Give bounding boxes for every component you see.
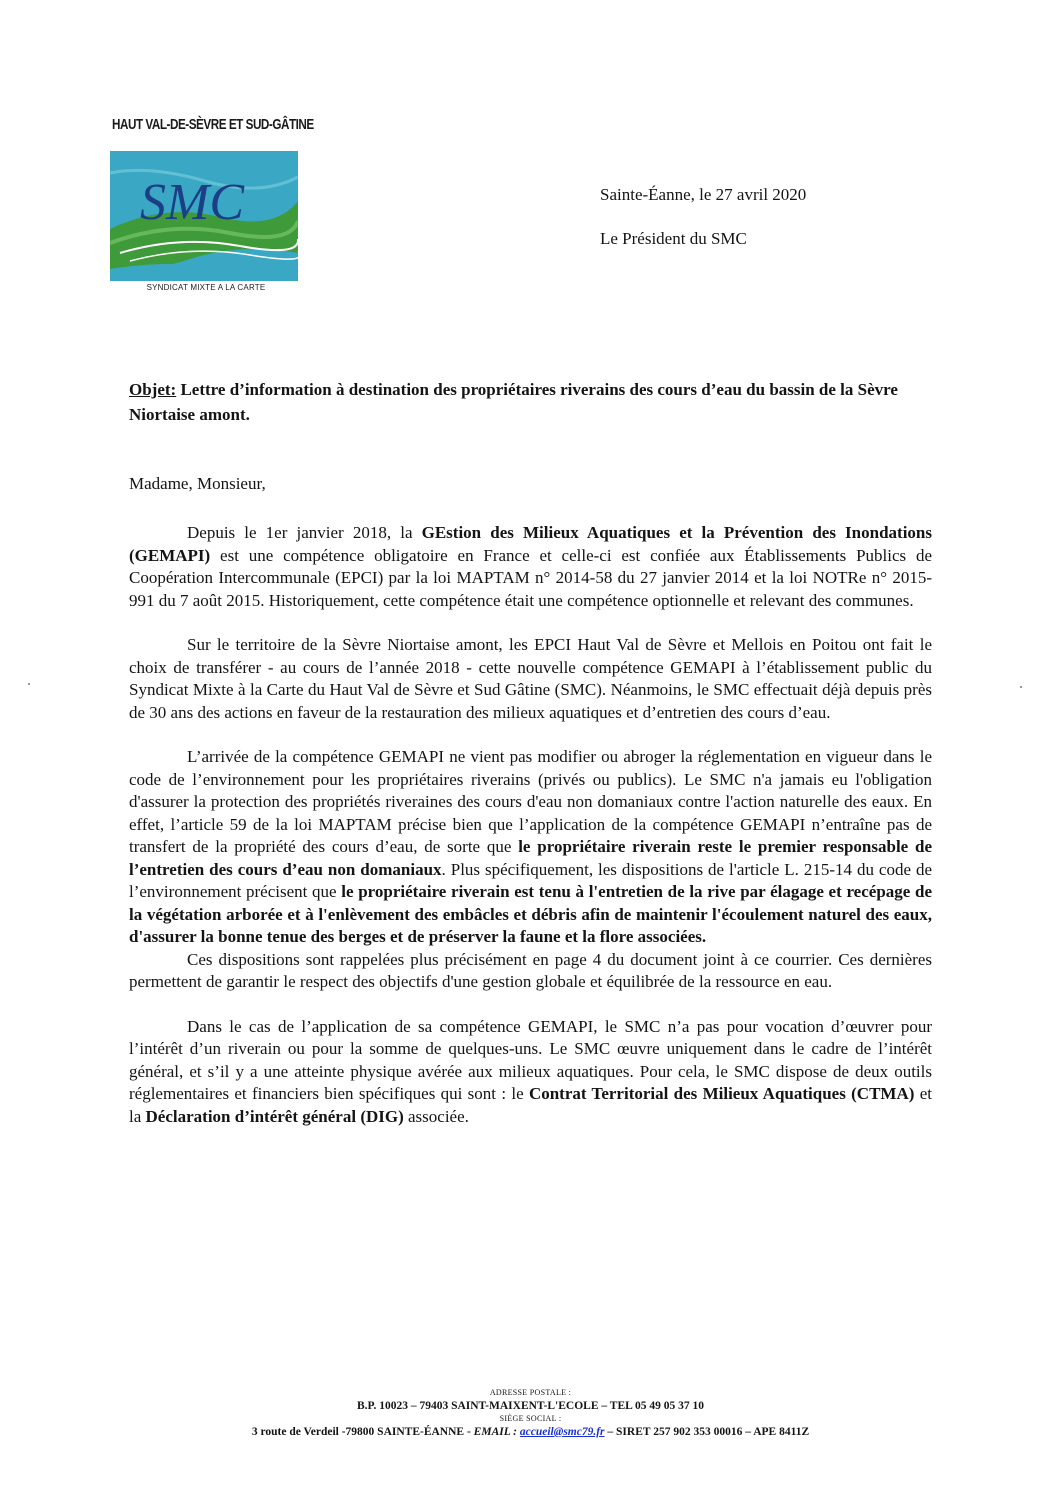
logo-tagline: SYNDICAT MIXTE A LA CARTE	[146, 283, 266, 292]
email-link[interactable]: accueil@smc79.fr	[519, 1426, 605, 1438]
logo-text: SMC	[140, 174, 244, 231]
head-office-line	[129, 1424, 932, 1440]
email-label: EMAIL :	[473, 1426, 518, 1438]
p1-bold-1: GEstion des Milieux Aquatiques et la Prévention des Inondations (GEMAPI)	[129, 523, 932, 565]
p5-bold-ctma: Contrat Territorial des Milieux Aquatiques (CTMA)	[528, 1084, 915, 1103]
letter-body	[129, 522, 932, 1128]
paragraph-territory: Sur le territoire de la Sèvre Niortaise amont, les EPCI Haut Val de Sèvre et Mellois en Poitou ont fait le choix de transférer - au cours de l’année 2018 - cette nouvelle compétence GEMAPI à l’établissement public du Syndicat Mixte à la Carte du Haut Val de Sèvre et Sud Gâtine (SMC). Néanmoins, le SMC effectuait déjà depuis près de 30 ans des actions en faveur de la restauration des milieux aquatiques et d’entretien des cours d’eau.	[129, 635, 932, 722]
paragraph-gemapi	[129, 522, 932, 612]
date-line: Sainte-Éanne, le 27 avril 2020	[600, 185, 807, 204]
paragraph-regulation	[129, 746, 932, 949]
p3-bold-1: le propriétaire riverain reste le premier responsable de l’entretien des cours d’eau non domaniaux	[129, 837, 932, 879]
postal-address: B.P. 10023 – 79403 SAINT-MAIXENT-L'ECOLE – TEL 05 49 05 37 10	[356, 1400, 705, 1412]
scan-artifact	[1020, 686, 1022, 688]
p5-text-d: associée.	[403, 1106, 469, 1126]
greeting: Madame, Monsieur,	[129, 474, 266, 493]
postal-address-label: ADRESSE POSTALE :	[489, 1388, 572, 1397]
p1-text-a: Depuis le 1er janvier 2018, la	[187, 523, 422, 542]
subject-text: Lettre d’information à destination des propriétaires riverains des cours d’eau du bassin de la Sèvre Niortaise amont.	[129, 380, 898, 424]
p3-text-c: . Plus spécifiquement, les dispositions de l'article L. 215-14 du code de l’environnement précisent que	[129, 859, 933, 901]
subject-label: Objet:	[129, 380, 177, 399]
organization-name: HAUT VAL-DE-SÈVRE ET SUD-GÂTINE	[112, 116, 314, 133]
p3-bold-2: le propriétaire riverain est tenu à l'entretien de la rive par élagage et recépage de la végétation arborée et à l'enlèvement des embâcles et débris afin de maintenir l'écoulement naturel des eaux, d'assurer la bonne tenue des berges et de préserver la faune et la flore associées.	[129, 882, 932, 946]
smc-logo	[110, 151, 298, 281]
paragraph-tools	[129, 1016, 932, 1129]
letterhead-footer	[129, 1388, 932, 1440]
p3-text-a: L’arrivée de la compétence GEMAPI ne vient pas modifier ou abroger la réglementation en vigueur dans le code de l’environnement pour les propriétaires riverains (privés ou publics). Le SMC n'a jamais eu l'obligation d'assurer la protection des propriétés riveraines des cours d'eau non domaniaux contre l'action naturelle des eaux. En effet, l’article 59 de la loi MAPTAM précise bien que l’application de la compétence GEMAPI n’entraîne pas de transfert de la propriété des cours d’eau, de sorte que	[129, 747, 932, 856]
p5-text-a: Dans le cas de l’application de sa compétence GEMAPI, le SMC n’a pas pour vocation d’œuvrer pour l’intérêt d’un riverain ou pour la somme de quelques-uns. Le SMC œuvre uniquement dans le cadre de l’intérêt général, et s’il y a une atteinte physique avérée aux milieux aquatiques. Pour cela, le SMC dispose de deux outils réglementaires et financiers bien spécifiques qui sont : le	[129, 1016, 932, 1103]
subject-line	[129, 377, 934, 427]
head-office-label: SIÈGE SOCIAL :	[499, 1414, 562, 1423]
scan-artifact	[28, 683, 30, 685]
head-office-address: 3 route de Verdeil -79800 SAINTE-ÉANNE -	[251, 1426, 474, 1438]
sender-title: Le Président du SMC	[600, 229, 747, 248]
p5-text-c: et la	[129, 1084, 932, 1126]
company-identifiers: – SIRET 257 902 353 00016 – APE 8411Z	[604, 1426, 810, 1438]
paragraph-dispositions: Ces dispositions sont rappelées plus précisément en page 4 du document joint à ce courrier. Ces dernières permettent de garantir le respect des objectifs d'une gestion globale et équilibrée de la ressource en eau.	[129, 949, 932, 991]
p1-text-c: est une compétence obligatoire en France et celle-ci est confiée aux Établissements Publics de Coopération Intercommunale (EPCI) par la loi MAPTAM n° 2014-58 du 27 janvier 2014 et la loi NOTRe n° 2015-991 du 7 août 2015. Historiquement, cette compétence était une compétence optionnelle et relevant des communes.	[129, 545, 932, 610]
p5-bold-dig: Déclaration d’intérêt général (DIG)	[145, 1106, 404, 1126]
